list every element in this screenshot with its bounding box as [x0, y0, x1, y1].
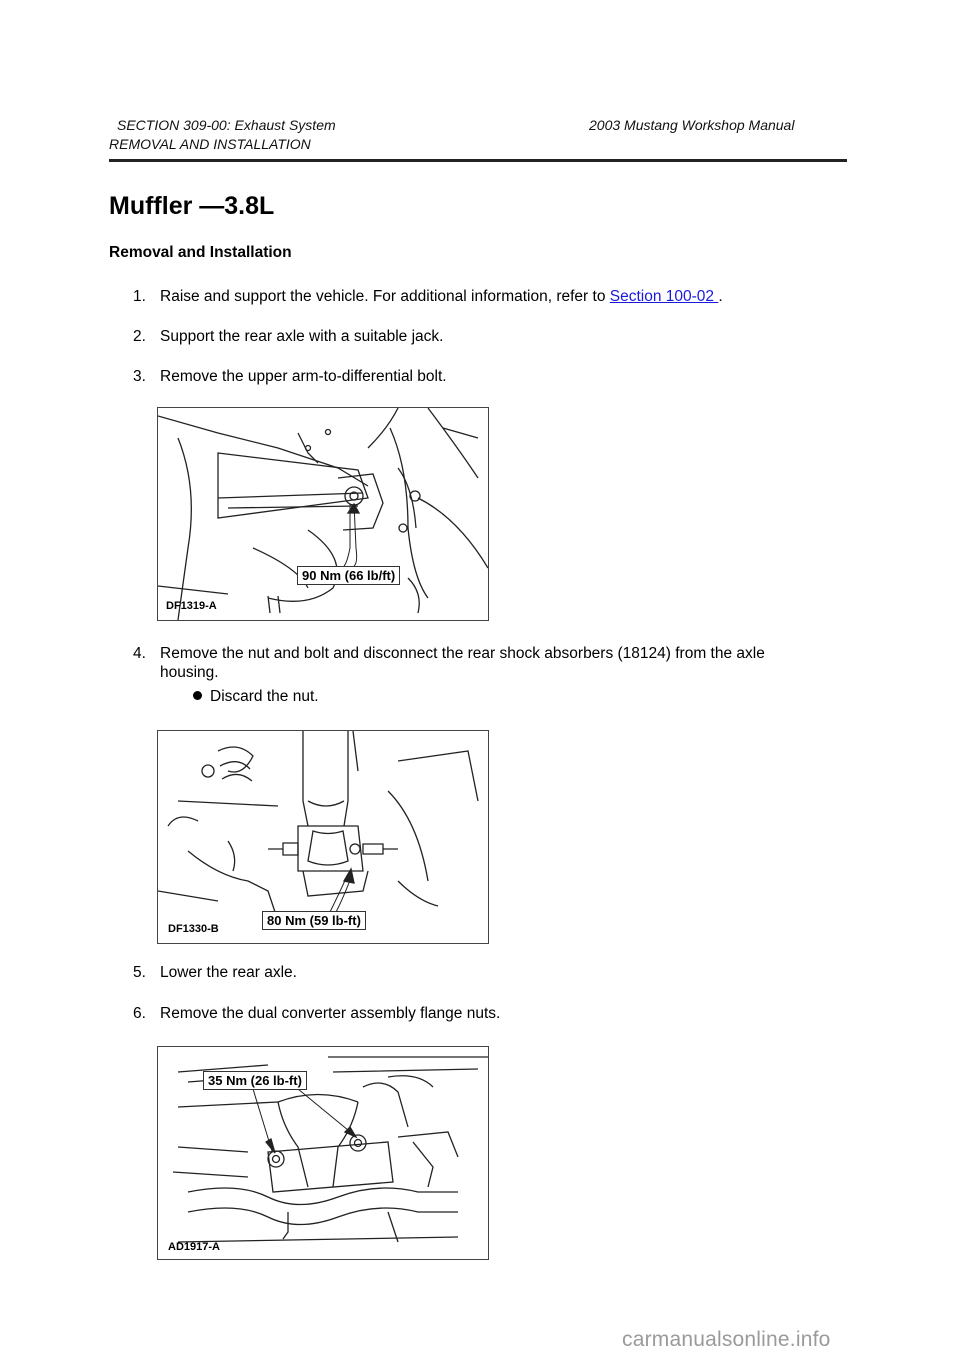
step-number: 6. [133, 1005, 146, 1022]
header-manual-title: 2003 Mustang Workshop Manual [589, 117, 795, 133]
step-text: Lower the rear axle. [160, 964, 297, 981]
figure-id: DF1319-A [166, 600, 217, 612]
section-100-02-link[interactable]: Section 100-02 [609, 288, 719, 305]
step-text: Remove the upper arm-to-differential bolt. [160, 368, 447, 385]
figure-flange-nuts [157, 1046, 489, 1260]
bullet-text: Discard the nut. [210, 688, 319, 705]
step-text: Raise and support the vehicle. For additional information, refer to Section 100-02 . [160, 288, 723, 305]
step-number: 5. [133, 964, 146, 981]
figure-id: DF1330-B [168, 923, 219, 935]
section-subtitle: Removal and Installation [109, 244, 292, 261]
header-section: SECTION 309-00: Exhaust System [117, 117, 336, 133]
step-number: 4. [133, 645, 146, 662]
torque-callout: 80 Nm (59 lb-ft) [262, 911, 366, 930]
watermark: carmanualsonline.info [622, 1328, 831, 1351]
header-subsection: REMOVAL AND INSTALLATION [109, 136, 311, 152]
torque-callout: 90 Nm (66 lb/ft) [297, 566, 400, 585]
step-number: 1. [133, 288, 146, 305]
step-number: 2. [133, 328, 146, 345]
torque-callout: 35 Nm (26 lb-ft) [203, 1071, 307, 1090]
step-text: Remove the dual converter assembly flange nuts. [160, 1005, 501, 1022]
figure-shock-absorber [157, 730, 489, 944]
step-number: 3. [133, 368, 146, 385]
step-4-bullet [193, 688, 319, 706]
bullet-icon [193, 691, 202, 700]
page-title: Muffler —3.8L [109, 192, 275, 220]
step-text: Remove the nut and bolt and disconnect the rear shock absorbers (18124) from the axle housing. [160, 645, 765, 681]
figure-id: AD1917-A [168, 1241, 220, 1253]
figure-upper-arm-bolt [157, 407, 489, 621]
header-rule [109, 159, 847, 162]
step-text: Support the rear axle with a suitable jack. [160, 328, 444, 345]
